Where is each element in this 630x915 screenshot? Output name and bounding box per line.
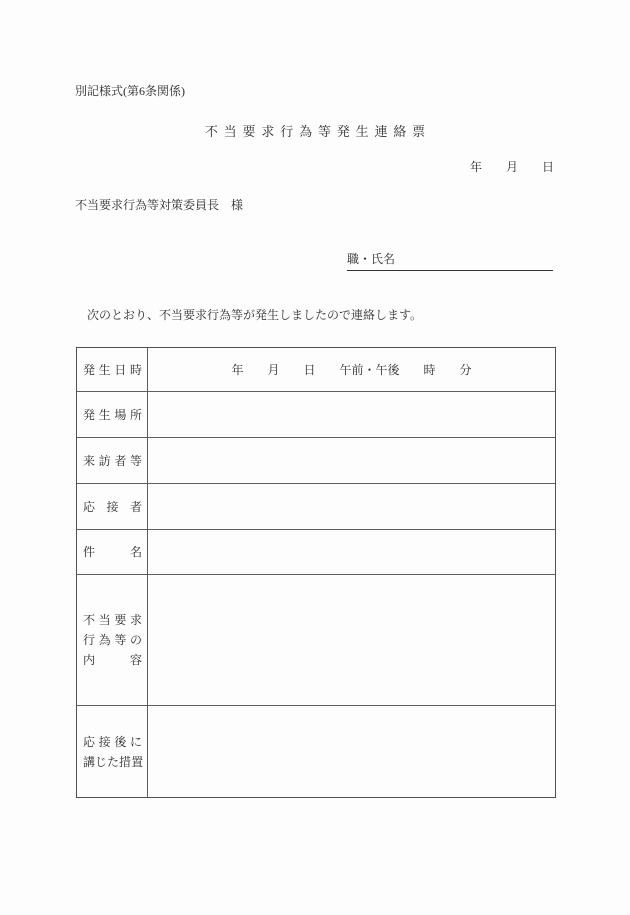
table-row-occurrence-datetime xyxy=(77,348,555,391)
row-content: 年 月 日 午前・午後 時 分 xyxy=(231,363,472,377)
table-row-occurrence-place xyxy=(77,391,555,437)
label-line: 行 為 等 の xyxy=(83,633,142,647)
row-content xyxy=(148,530,555,574)
label-line: 応 接 者 xyxy=(83,499,142,514)
table-row-subject xyxy=(77,529,555,574)
intro-sentence: 次のとおり、不当要求行為等が発生しましたので連絡します。 xyxy=(87,308,423,322)
label-line: 応 接 後 に xyxy=(83,734,142,749)
table-row-visitors xyxy=(77,437,555,483)
table-row-demand-details xyxy=(77,574,555,705)
row-content xyxy=(148,392,555,437)
row-label xyxy=(77,348,148,391)
row-label xyxy=(77,438,148,483)
table-row-measures-taken xyxy=(77,705,555,797)
label-line: 発 生 日 時 xyxy=(83,362,142,377)
row-content xyxy=(148,575,555,705)
row-label xyxy=(77,706,148,797)
table-row-respondent xyxy=(77,483,555,529)
signature-field xyxy=(347,250,553,271)
form-code-note: 別記様式(第6条関係) xyxy=(75,84,185,98)
label-line: 講 じ た 措 置 xyxy=(83,754,144,769)
row-label xyxy=(77,484,148,529)
row-label xyxy=(77,392,148,437)
label-line: 件 名 xyxy=(83,545,142,559)
label-line: 発 生 場 所 xyxy=(83,407,142,422)
row-content xyxy=(148,484,555,529)
addressee-line: 不当要求行為等対策委員長 様 xyxy=(75,198,244,212)
report-table xyxy=(76,347,556,798)
label-line: 来 訪 者 等 xyxy=(83,453,142,468)
row-label xyxy=(77,575,148,705)
label-line: 不 当 要 求 xyxy=(83,613,142,627)
row-content xyxy=(148,438,555,483)
form-title: 不当要求行為等発生連絡票 xyxy=(204,124,432,139)
signature-label: 職・氏名 xyxy=(347,252,396,266)
label-line: 内 容 xyxy=(83,653,142,667)
row-label xyxy=(77,530,148,574)
row-content xyxy=(148,706,555,797)
date-line: 年 月 日 xyxy=(469,160,554,174)
